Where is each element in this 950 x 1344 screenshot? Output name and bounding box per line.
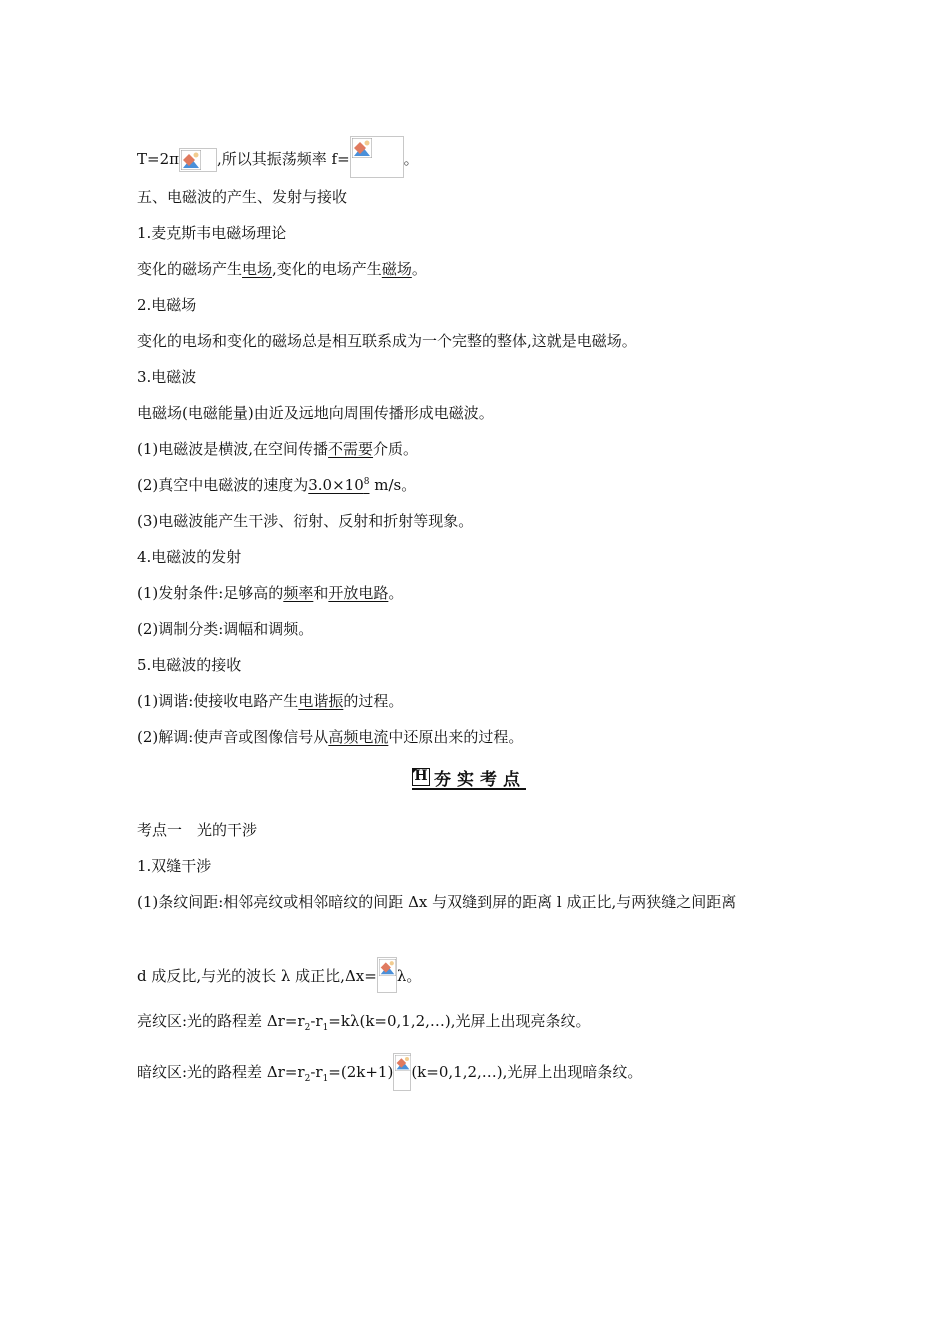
formula-line-spacing: d 成反比,与光的波长 λ 成正比,Δx= λ。 — [137, 957, 421, 993]
paragraph: 变化的磁场产生电场,变化的电场产生磁场。 — [137, 260, 427, 278]
subsection-title: 3.电磁波 — [137, 368, 197, 386]
section-title: 五、电磁波的产生、发射与接收 — [137, 188, 348, 206]
subsection-title: 2.电磁场 — [137, 296, 197, 314]
paragraph: (1)调谐:使接收电路产生电谐振的过程。 — [137, 692, 404, 710]
broken-image-icon — [179, 148, 217, 172]
subsection-title: 1.麦克斯韦电磁场理论 — [137, 224, 287, 242]
heading-title: 夯实考点 — [434, 769, 526, 790]
subsection-title: 1.双缝干涉 — [137, 857, 212, 875]
answer-underline: 电场 — [242, 260, 273, 278]
paragraph: (1)条纹间距:相邻亮纹或相邻暗纹的间距 Δx 与双缝到屏的距离 l 成正比,与两狭缝之间距离 — [137, 893, 737, 911]
paragraph: 变化的电场和变化的磁场总是相互联系成为一个完整的整体,这就是电磁场。 — [137, 332, 637, 350]
text: 。 — [403, 150, 419, 168]
broken-image-icon — [377, 957, 397, 993]
broken-image-icon — [350, 136, 404, 178]
answer-underline: 开放电路 — [328, 584, 389, 602]
answer-underline: 电谐振 — [298, 692, 344, 710]
paragraph: (2)真空中电磁波的速度为$3.0\times 10^8$ m/s。 — [137, 476, 417, 494]
dark-fringe-line: 暗纹区:光的路程差 $\Delta r=r_2-r_1=(2k+1)$ (k=0,1,2,…),光屏上出现暗条纹。 — [137, 1053, 642, 1091]
topic-title: 考点一 光的干涉 — [137, 821, 258, 839]
bright-fringe-line: 亮纹区:光的路程差 $\Delta r=r_2-r_1=k\lambda(k=0,1,2,\dots)$,光屏上出现亮条纹。 — [137, 1012, 591, 1033]
subsection-title: 5.电磁波的接收 — [137, 656, 242, 674]
answer-underline: 频率 — [283, 584, 314, 602]
heading-letter-icon: H — [412, 768, 430, 786]
formula-line-period — [137, 136, 419, 178]
answer-underline: $3.0\times 10^8$ — [308, 476, 370, 494]
paragraph: (1)电磁波是横波,在空间传播不需要介质。 — [137, 440, 419, 458]
broken-image-icon — [393, 1053, 411, 1091]
paragraph: (3)电磁波能产生干涉、衍射、反射和折射等现象。 — [137, 512, 474, 530]
paragraph: (2)调制分类:调幅和调频。 — [137, 620, 314, 638]
text: ,所以其振荡频率 f= — [216, 150, 350, 168]
section-heading — [412, 766, 526, 790]
paragraph: (1)发射条件:足够高的频率和开放电路。 — [137, 584, 404, 602]
paragraph: (2)解调:使声音或图像信号从高频电流中还原出来的过程。 — [137, 728, 524, 746]
answer-underline: 不需要 — [328, 440, 374, 458]
answer-underline: 磁场 — [381, 260, 412, 278]
answer-underline: 高频电流 — [328, 728, 389, 746]
paragraph: 电磁场(电磁能量)由近及远地向周围传播形成电磁波。 — [137, 404, 494, 422]
subsection-title: 4.电磁波的发射 — [137, 548, 242, 566]
text: T=2π — [137, 150, 179, 168]
